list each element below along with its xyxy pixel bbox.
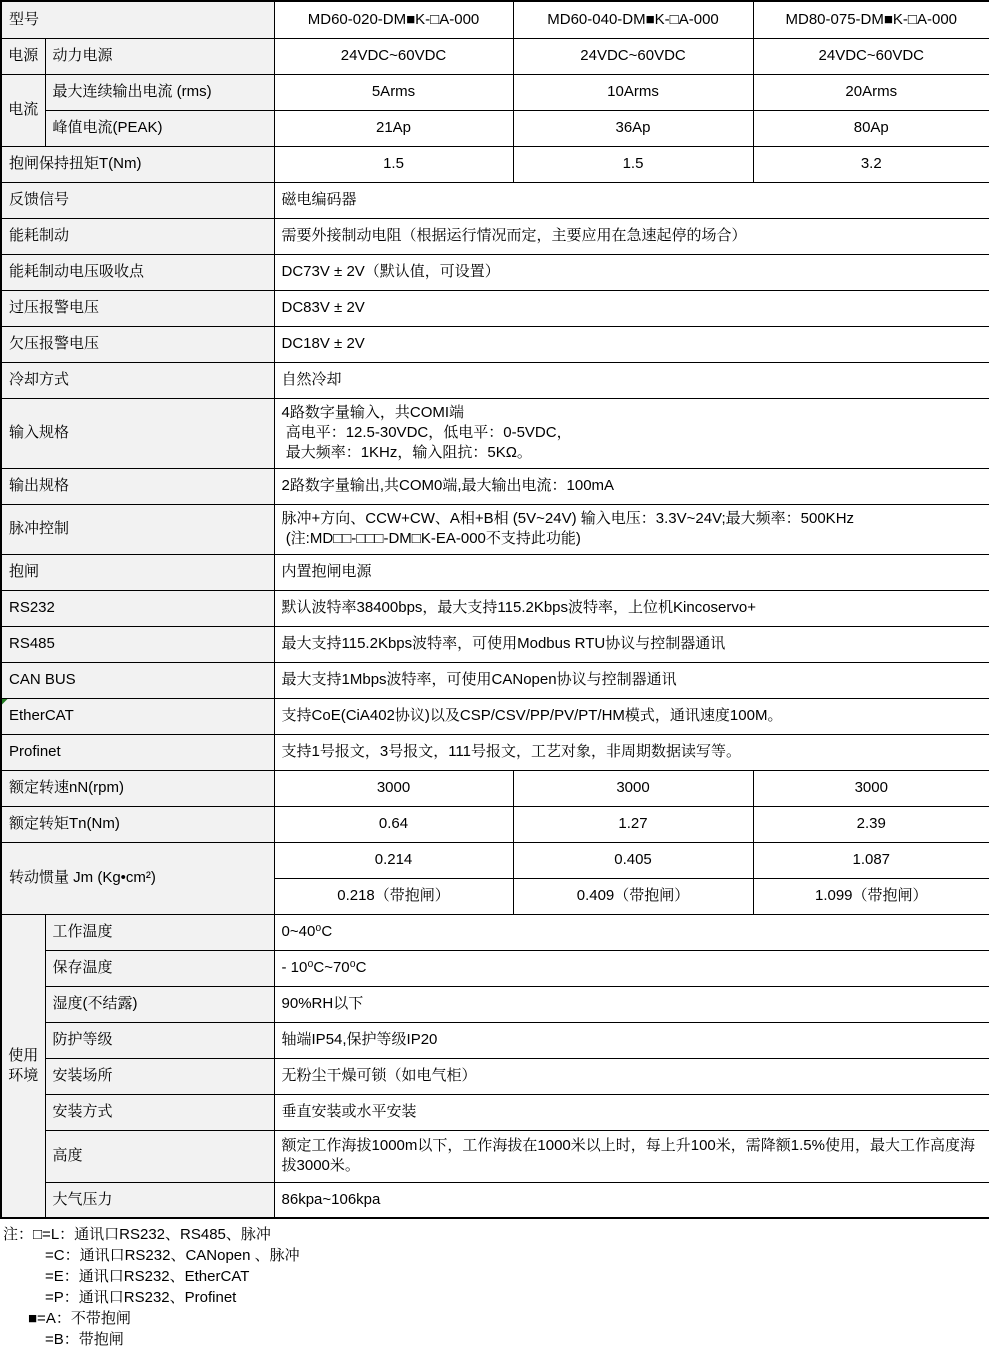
row-label: 保存温度 <box>45 950 274 986</box>
row-brake-torque <box>1 146 989 182</box>
row-value: 0~40⁰C <box>274 914 989 950</box>
row-cooling <box>1 362 989 398</box>
group-current: 电流 <box>1 74 45 146</box>
row-label: 最大连续输出电流 (rms) <box>45 74 274 110</box>
row-label: 额定转速nN(rpm) <box>1 770 274 806</box>
row-label: 大气压力 <box>45 1182 274 1218</box>
row-label: 过压报警电压 <box>1 290 274 326</box>
row-value: DC18V ± 2V <box>274 326 989 362</box>
row-rated-torque <box>1 806 989 842</box>
row-label: 安装方式 <box>45 1094 274 1130</box>
row-brake <box>1 554 989 590</box>
row-value: DC73V ± 2V（默认值，可设置） <box>274 254 989 290</box>
row-value: 最大支持115.2Kbps波特率，可使用Modbus RTU协议与控制器通讯 <box>274 626 989 662</box>
footnotes <box>0 1224 989 1350</box>
row-value: DC83V ± 2V <box>274 290 989 326</box>
row-value: 默认波特率38400bps，最大支持115.2Kbps波特率，上位机Kincoservo+ <box>274 590 989 626</box>
row-brake-voltage-point <box>1 254 989 290</box>
row-profinet <box>1 734 989 770</box>
row-value: 1.5 <box>274 146 513 182</box>
footnote-line: =B：带抱闸 <box>45 1331 124 1348</box>
row-value: 3000 <box>753 770 989 806</box>
row-label: 反馈信号 <box>1 182 274 218</box>
row-label: RS485 <box>1 626 274 662</box>
row-label: 脉冲控制 <box>1 504 274 554</box>
row-value: 20Arms <box>753 74 989 110</box>
row-label: 峰值电流(PEAK) <box>45 110 274 146</box>
row-value: 垂直安装或水平安装 <box>274 1094 989 1130</box>
row-value: 需要外接制动电阻（根据运行情况而定，主要应用在急速起停的场合） <box>274 218 989 254</box>
row-value: 额定工作海拔1000m以下，工作海拔在1000米以上时，每上升100米，需降额1.5%使用，最大工作高度海拔3000米。 <box>274 1130 989 1182</box>
row-undervoltage <box>1 326 989 362</box>
row-value: 0.64 <box>274 806 513 842</box>
row-inertia <box>1 842 989 878</box>
row-value: 0.405 <box>513 842 753 878</box>
row-label: 输出规格 <box>1 468 274 504</box>
row-rated-speed <box>1 770 989 806</box>
row-value: 24VDC~60VDC <box>513 38 753 74</box>
row-install-method <box>1 1094 989 1130</box>
row-label: 额定转矩Tn(Nm) <box>1 806 274 842</box>
row-value: 轴端IP54,保护等级IP20 <box>274 1022 989 1058</box>
spec-line: 高电平：12.5-30VDC，低电平：0-5VDC， <box>281 424 572 441</box>
row-value: 磁电编码器 <box>274 182 989 218</box>
comment-indicator-icon <box>2 699 8 705</box>
row-label: 高度 <box>45 1130 274 1182</box>
row-value: 5Arms <box>274 74 513 110</box>
row-label: 冷却方式 <box>1 362 274 398</box>
row-value: 2.39 <box>753 806 989 842</box>
row-label: 抱闸 <box>1 554 274 590</box>
row-altitude <box>1 1130 989 1182</box>
row-power-supply <box>1 38 989 74</box>
row-value: 1.099（带抱闸） <box>753 878 989 914</box>
group-environment: 使用环境 <box>1 914 45 1218</box>
row-label: 能耗制动电压吸收点 <box>1 254 274 290</box>
row-value: 21Ap <box>274 110 513 146</box>
row-value: 1.087 <box>753 842 989 878</box>
row-value: 2路数字量输出,共COM0端,最大输出电流：100mA <box>274 468 989 504</box>
row-label-text: EtherCAT <box>9 707 74 724</box>
row-value: 3.2 <box>753 146 989 182</box>
model-name-1: MD60-020-DM■K-□A-000 <box>274 1 513 38</box>
row-max-current <box>1 74 989 110</box>
row-label <box>1 698 274 734</box>
footnote-line: =C：通讯口RS232、CANopen 、脉冲 <box>45 1247 300 1264</box>
row-value: - 10⁰C~70⁰C <box>274 950 989 986</box>
row-input-spec <box>1 398 989 468</box>
row-value: 3000 <box>513 770 753 806</box>
row-model <box>1 1 989 38</box>
footnote-line: ■=A：不带抱闸 <box>28 1310 131 1327</box>
row-overvoltage <box>1 290 989 326</box>
row-protection <box>1 1022 989 1058</box>
footnote-line: 注：□=L：通讯口RS232、RS485、脉冲 <box>3 1226 271 1243</box>
spec-line: 4路数字量输入，共COMI端 <box>281 404 465 421</box>
footnote-line: =P：通讯口RS232、Profinet <box>45 1289 237 1306</box>
group-power: 电源 <box>1 38 45 74</box>
row-label: 安装场所 <box>45 1058 274 1094</box>
model-row-label: 型号 <box>1 1 274 38</box>
row-label: Profinet <box>1 734 274 770</box>
model-name-3: MD80-075-DM■K-□A-000 <box>753 1 989 38</box>
row-peak-current <box>1 110 989 146</box>
row-value: 1.5 <box>513 146 753 182</box>
row-value: 支持CoE(CiA402协议)以及CSP/CSV/PP/PV/PT/HM模式，通讯速度100M。 <box>274 698 989 734</box>
row-value: 3000 <box>274 770 513 806</box>
row-pressure <box>1 1182 989 1218</box>
row-value <box>274 504 989 554</box>
row-value <box>274 398 989 468</box>
row-label: 工作温度 <box>45 914 274 950</box>
row-value: 内置抱闸电源 <box>274 554 989 590</box>
row-label: 欠压报警电压 <box>1 326 274 362</box>
row-label: 抱闸保持扭矩T(Nm) <box>1 146 274 182</box>
row-label: 输入规格 <box>1 398 274 468</box>
row-rs232 <box>1 590 989 626</box>
row-value: 10Arms <box>513 74 753 110</box>
row-pulse-control <box>1 504 989 554</box>
spec-line: 脉冲+方向、CCW+CW、A相+B相 (5V~24V) 输入电压：3.3V~24V;最大频率：500KHz <box>281 510 855 527</box>
row-value: 86kpa~106kpa <box>274 1182 989 1218</box>
row-rs485 <box>1 626 989 662</box>
row-value: 1.27 <box>513 806 753 842</box>
row-ethercat <box>1 698 989 734</box>
row-label: 动力电源 <box>45 38 274 74</box>
row-value: 90%RH以下 <box>274 986 989 1022</box>
row-value: 最大支持1Mbps波特率，可使用CANopen协议与控制器通讯 <box>274 662 989 698</box>
spec-line: 最大频率：1KHz，输入阻抗：5KΩ。 <box>281 444 532 461</box>
row-label: 转动惯量 Jm (Kg•cm²) <box>1 842 274 914</box>
row-value: 80Ap <box>753 110 989 146</box>
row-value: 0.409（带抱闸） <box>513 878 753 914</box>
row-canbus <box>1 662 989 698</box>
footnote-line: =E：通讯口RS232、EtherCAT <box>45 1268 250 1285</box>
row-value: 24VDC~60VDC <box>753 38 989 74</box>
row-output-spec <box>1 468 989 504</box>
row-storage-temp <box>1 950 989 986</box>
model-name-2: MD60-040-DM■K-□A-000 <box>513 1 753 38</box>
row-value: 支持1号报文，3号报文，111号报文，工艺对象，非周期数据读写等。 <box>274 734 989 770</box>
row-value: 自然冷却 <box>274 362 989 398</box>
row-install-site <box>1 1058 989 1094</box>
row-value: 36Ap <box>513 110 753 146</box>
row-feedback <box>1 182 989 218</box>
row-label: 能耗制动 <box>1 218 274 254</box>
spec-line: (注:MD□□-□□□-DM□K-EA-000不支持此功能) <box>281 530 581 547</box>
row-label: CAN BUS <box>1 662 274 698</box>
row-value: 24VDC~60VDC <box>274 38 513 74</box>
row-value: 无粉尘干燥可锁（如电气柜） <box>274 1058 989 1094</box>
row-dynamic-brake <box>1 218 989 254</box>
row-humidity <box>1 986 989 1022</box>
row-label: 湿度(不结露) <box>45 986 274 1022</box>
row-label: RS232 <box>1 590 274 626</box>
row-work-temp <box>1 914 989 950</box>
row-value: 0.214 <box>274 842 513 878</box>
row-label: 防护等级 <box>45 1022 274 1058</box>
row-value: 0.218（带抱闸） <box>274 878 513 914</box>
